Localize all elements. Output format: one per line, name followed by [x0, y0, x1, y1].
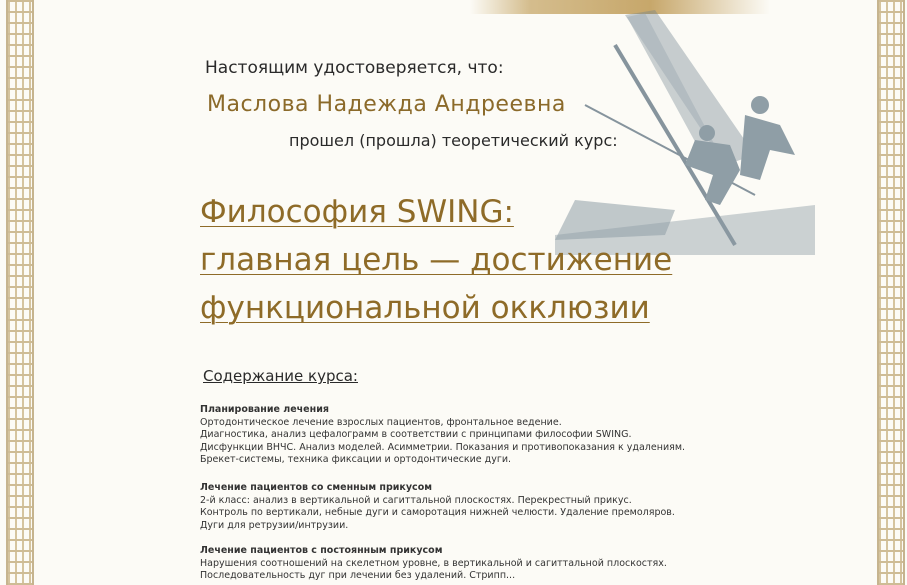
section-line: Ортодонтическое лечение взрослых пациентов, фронтальное ведение. [200, 416, 562, 428]
section-line: 2-й класс: анализ в вертикальной и сагиттальной плоскостях. Перекрестный прикус. [200, 494, 632, 506]
section-line: Последовательность дуг при лечении без удалений. Стрипп... [200, 570, 516, 581]
section-line: Дисфункции ВНЧС. Анализ моделей. Асимметрии. Показания и противопоказания к удалениям. [200, 441, 686, 453]
section-line: Брекет-системы, техника фиксации и ортодонтические дуги. [200, 454, 512, 465]
course-title-line: функциональной окклюзии [200, 290, 650, 326]
course-label: прошел (прошла) теоретический курс: [289, 131, 618, 150]
course-title-line: Философия SWING: [200, 194, 514, 230]
ornamental-border-left [0, 0, 36, 585]
course-title [200, 190, 672, 334]
section-line: Контроль по вертикали, небные дуги и саморотация нижней челюсти. Удаление премоляров. [200, 507, 675, 518]
section-title: Планирование лечения [200, 404, 329, 415]
section-title: Лечение пациентов с постоянным прикусом [200, 545, 443, 556]
course-title-line: главная цель — достижение [200, 242, 673, 278]
contents-section [200, 404, 685, 467]
recipient-name: Маслова Надежда Андреевна [207, 92, 566, 117]
section-title: Лечение пациентов со сменным прикусом [200, 482, 432, 493]
certificate-intro: Настоящим удостоверяется, что: [205, 58, 504, 78]
ornamental-border-right [871, 0, 907, 585]
contents-heading: Содержание курса: [203, 367, 358, 385]
section-line: Дуги для ретрузии/интрузии. [200, 519, 349, 531]
section-line: Диагностика, анализ цефалограмм в соответствии с принципами философии SWING. [200, 429, 632, 440]
contents-section [200, 545, 667, 583]
contents-section [200, 482, 675, 532]
section-line: Нарушения соотношений на скелетном уровне, в вертикальной и сагиттальной плоскостях. [200, 557, 667, 569]
